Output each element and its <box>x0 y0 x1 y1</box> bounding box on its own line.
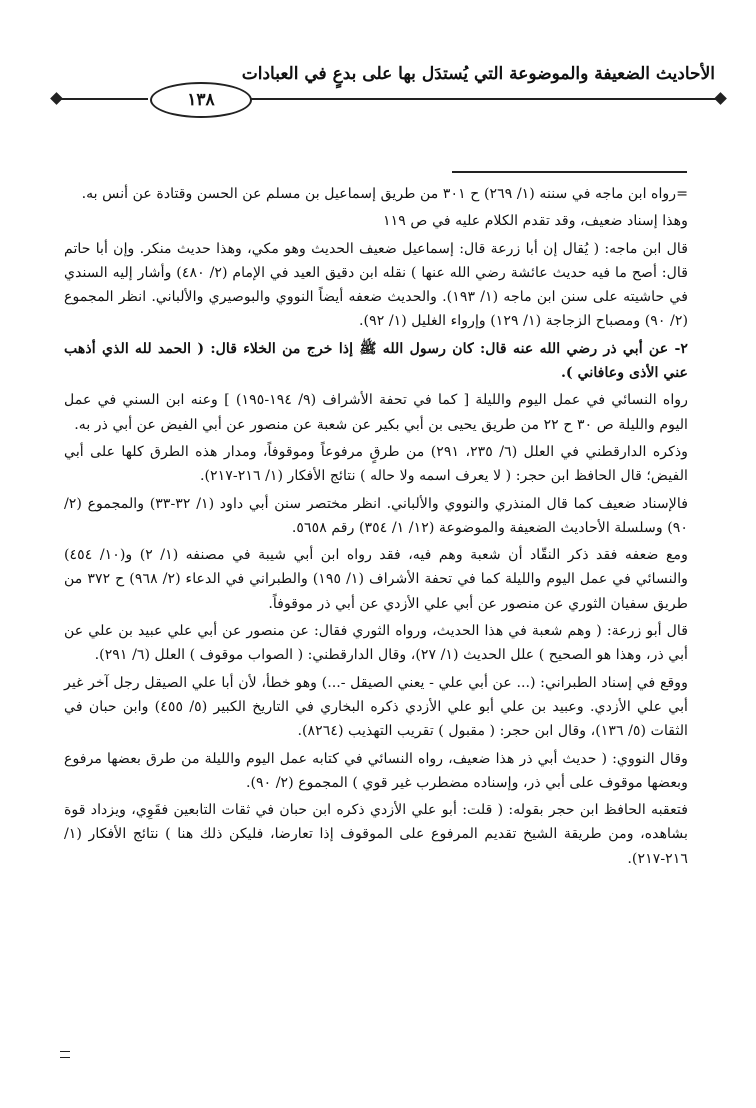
continuation-mark <box>60 1051 70 1058</box>
header-rule-left <box>58 98 148 100</box>
footnote-paragraph: وهذا إسناد ضعيف، وقد تقدم الكلام عليه في ص ١١٩ <box>383 213 688 230</box>
footnote-paragraph: قال أبو زرعة: ( وهم شعبة في هذا الحديث، ورواه الثوري فقال: عن منصور عن أبي علي عبيد بن علي عن أبي ذر، وهذا هو الصحيح ) علل الحديث (١/ ٢٧)، وقال الدارقطني: ( الصواب موقوف ) العلل (٦/ ٢٩١). <box>64 623 688 664</box>
footnote-paragraph: ٢- عن أبي ذر رضي الله عنه قال: كان رسول الله ﷺ إذا خرج من الخلاء قال: ( الحمد لله الذي أذهب عني الأذى وعافاني ). <box>64 340 688 382</box>
footnote-paragraph: =رواه ابن ماجه في سننه (١/ ٢٦٩) ح ٣٠١ من طريق إسماعيل بن مسلم عن الحسن وقتادة عن أنس به. <box>81 186 688 202</box>
footnote-paragraph: فالإسناد ضعيف كما قال المنذري والنووي والألباني. انظر مختصر سنن أبي داود (١/ ٣٢-٣٣) والمجموع (٢/ ٩٠) وسلسلة الأحاديث الضعيفة والموضوعة (١٢/ ١/ ٣٥٤) رقم ٥٦٥٨. <box>64 495 688 536</box>
ornament-diamond-right <box>714 92 727 105</box>
footnote-paragraph: ووقع في إسناد الطبراني: (... عن أبي علي - يعني الصيقل -...) وهو خطأ، لأن أبا علي الصيقل رجل آخر غير أبي علي الأزدي. وعبيد بن علي أبو علي الأزدي ذكره البخاري في التاريخ الكبير (٥/ ٤٥٥) وابن حبان في الثقات (٥/ ١٣٦)، وقال ابن حجر: ( مقبول ) تقريب التهذيب (٨٢٦٤). <box>64 674 688 740</box>
footnote-paragraph: وقال النووي: ( حديث أبي ذر هذا ضعيف، رواه النسائي في كتابه عمل اليوم والليلة من طرق بعضها مرفوع وبعضها موقوف على أبي ذر، وإسناده مضطرب غير قوي ) المجموع (٢/ ٩٠). <box>64 750 688 791</box>
header-rule-right <box>250 98 720 100</box>
footnote-separator <box>452 171 687 173</box>
footnote-paragraph: ومع ضعفه فقد ذكر النقّاد أن شعبة وهم فيه، فقد رواه ابن أبي شيبة في مصنفه (١/ ٢) و(١٠/ ٤٥٤) والنسائي في عمل اليوم والليلة كما في تحفة الأشراف (١/ ١٩٥) والطبراني في الدعاء (٢/ ٩٦٨) ح ٣٧٢ من طريق سفيان الثوري عن منصور عن أبي علي الأزدي عن أبي ذر موقوفاً. <box>64 547 689 612</box>
footnote-text <box>64 182 688 874</box>
footnote-paragraph: رواه النسائي في عمل اليوم والليلة [ كما في تحفة الأشراف (٩/ ١٩٤-١٩٥) ] وعنه ابن السني في عمل اليوم والليلة ص ٣٠ ح ٢٢ من طريق يحيى بن أبي بكير عن شعبة عن منصور عن أبي الفيض عن أبي ذر به. <box>64 392 688 433</box>
footnote-paragraph: فتعقبه الحافظ ابن حجر بقوله: ( قلت: أبو علي الأزدي ذكره ابن حبان في ثقات التابعين فقَوِي، ويزداد قوة بشاهده، ومن طريقة الشيخ تقديم المرفوع على الموقوف إذا تعارضا، فليكن ذلك هنا ) نتائج الأفكار (١/ ٢١٦-٢١٧). <box>64 802 688 867</box>
footnote-paragraph: قال ابن ماجه: ( يُقال إن أبا زرعة قال: إسماعيل ضعيف الحديث وهو مكي، وهذا حديث منكر. وإن أبا حاتم قال: أصح ما فيه حديث عائشة رضي الله عنها ) نقله ابن دقيق العيد في الإمام (٢/ ٤٨٠) وأشار إليه السندي في حاشيته على سنن ابن ماجه (١/ ١٩٣). والحديث ضعفه أيضاً النووي والبوصيري والألباني. انظر المجموع (٢/ ٩٠) ومصباح الزجاجة (١/ ١٢٩) وإرواء الغليل (١/ ٩٢). <box>64 240 689 330</box>
running-title: الأحاديث الضعيفة والموضوعة التي يُستدَل بها على بدعٍ في العبادات <box>241 64 715 84</box>
footnote-paragraph: وذكره الدارقطني في العلل (٦/ ٢٣٥، ٢٩١) من طرقٍ مرفوعاً وموقوفاً، ومدار هذه الطرق كلها على أبي الفيض؛ قال الحافظ ابن حجر: ( لا يعرف اسمه ولا حاله ) نتائج الأفكار (١/ ٢١٦-٢١٧). <box>64 443 689 485</box>
page-number: ١٣٨ <box>150 82 252 118</box>
page-header <box>40 64 715 118</box>
